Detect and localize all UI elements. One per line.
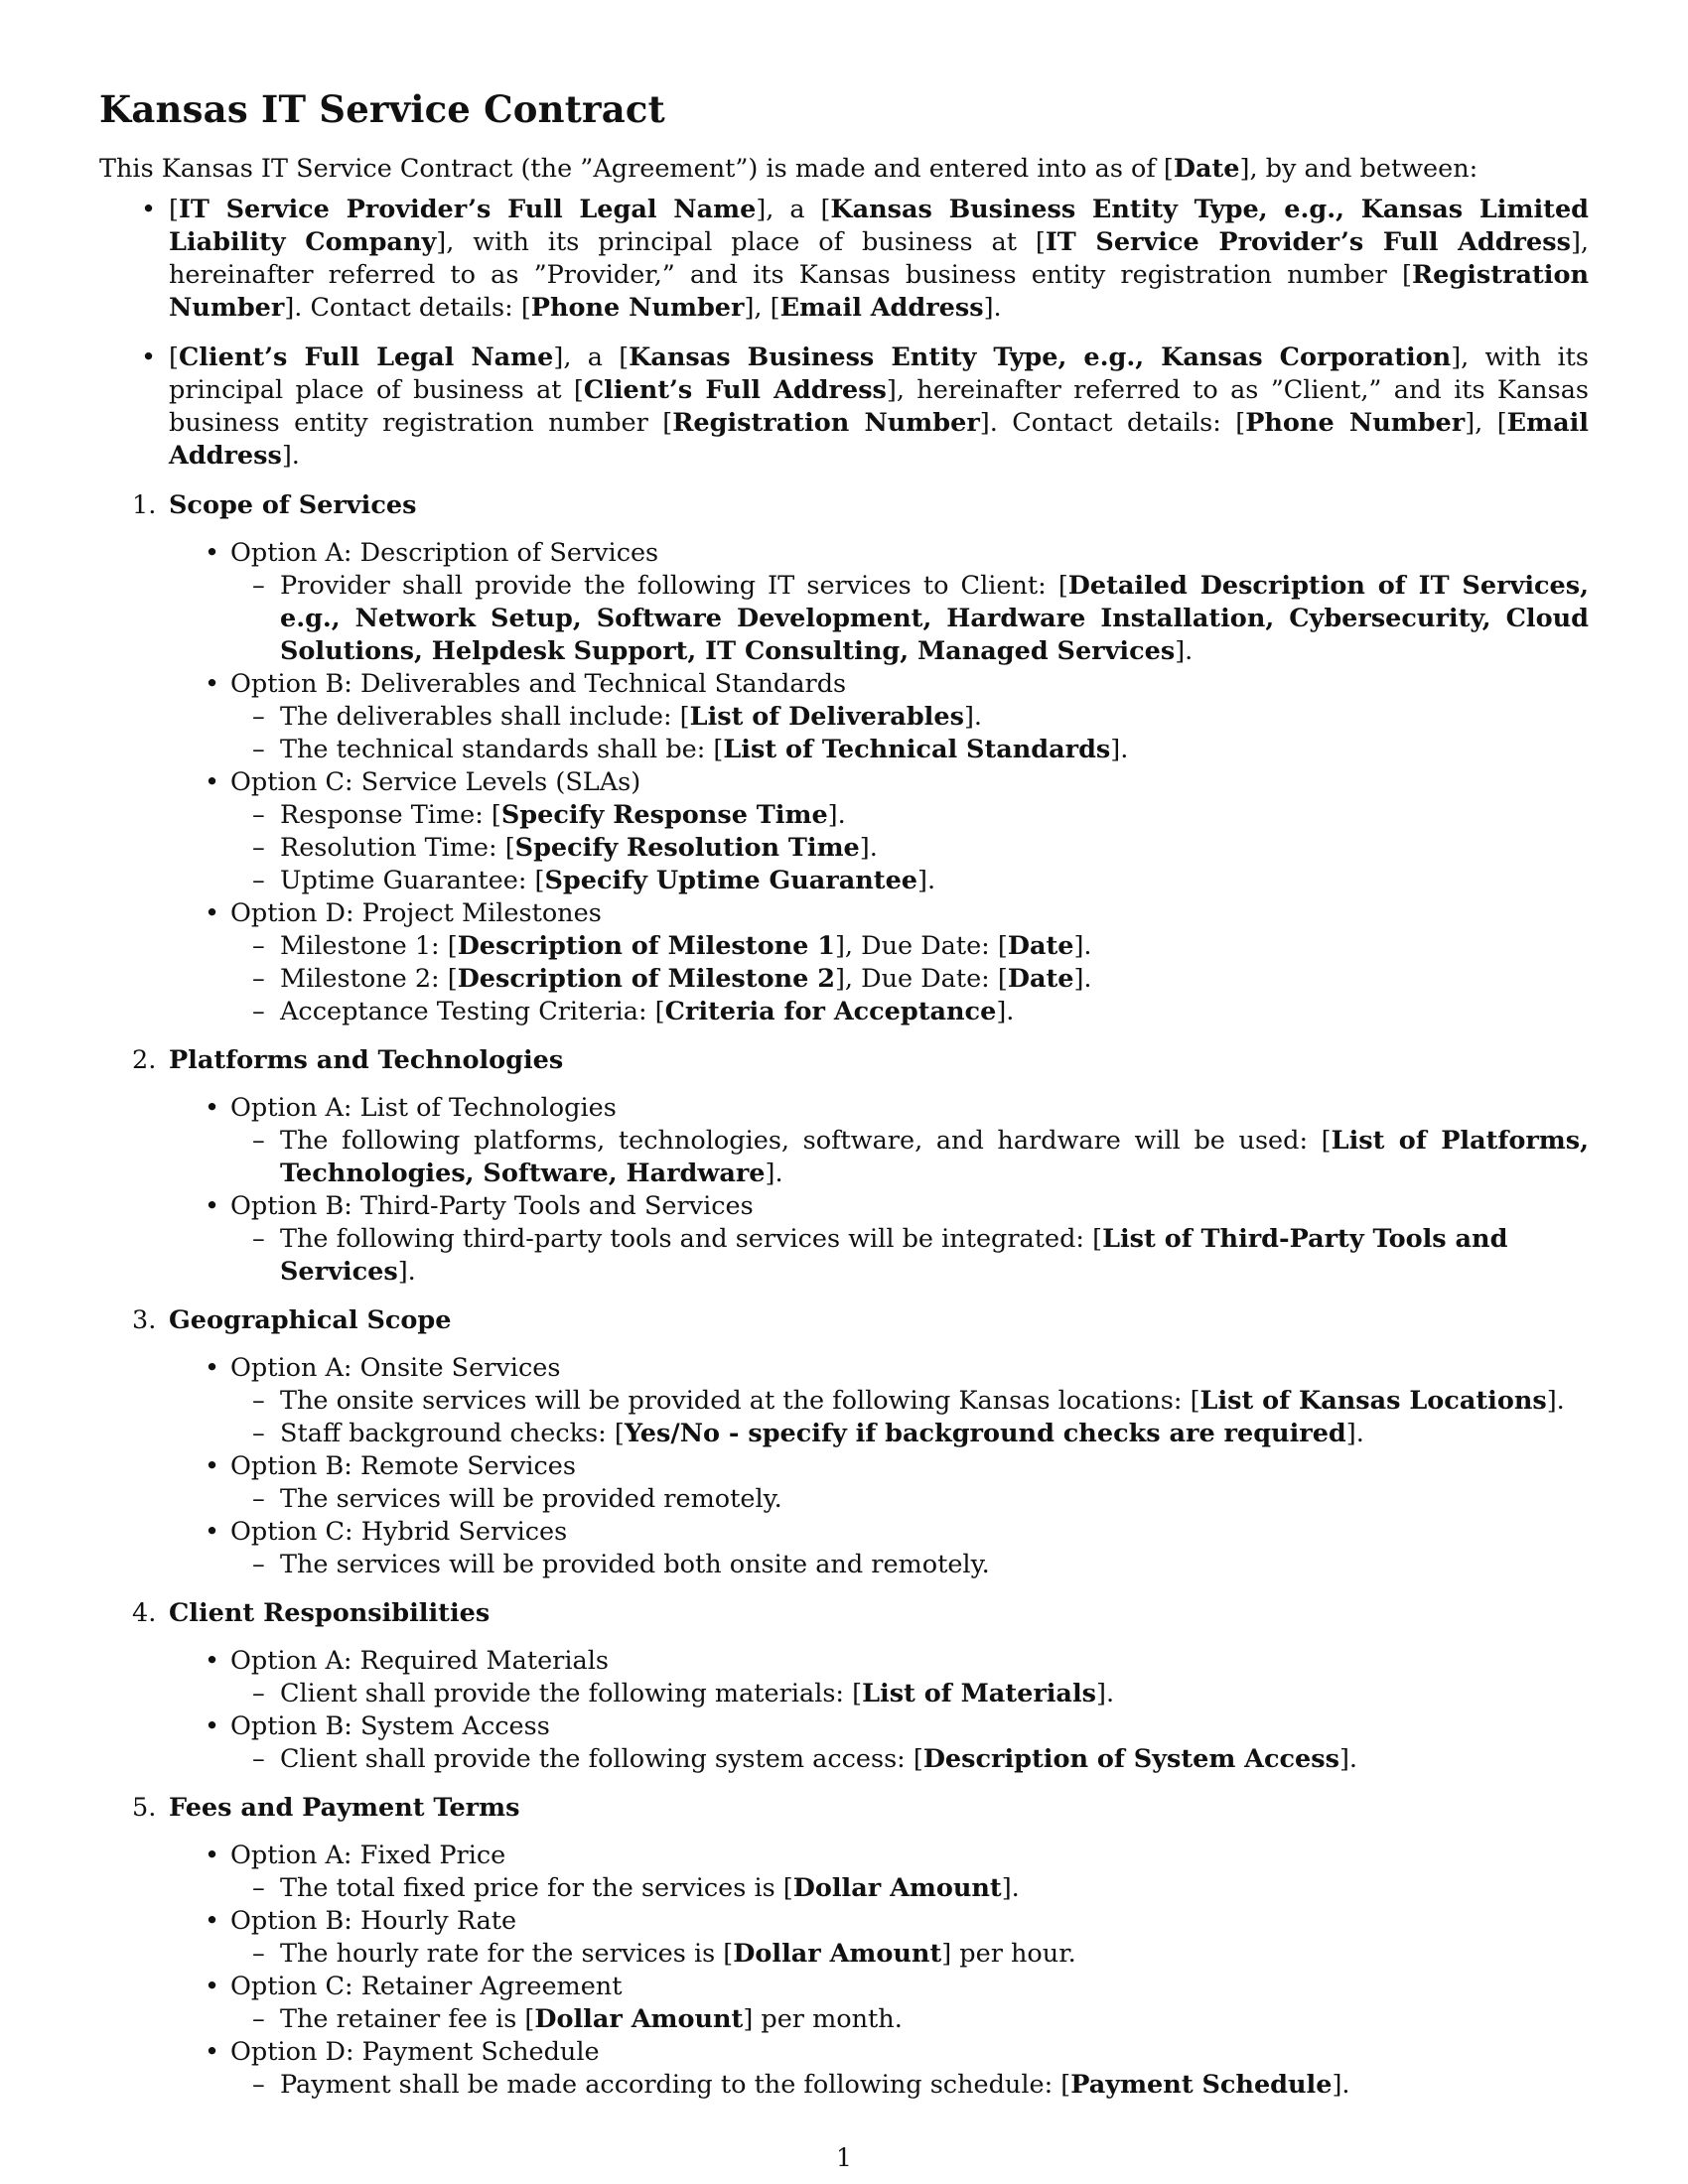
contract-sections [99, 489, 1589, 2102]
section-title: Fees and Payment Terms [169, 1793, 520, 1823]
sub-item: – Client shall provide the following system access: [Description of System Access]. [280, 1743, 1589, 1776]
sub-item: – Staff background checks: [Yes/No - specify if background checks are required]. [280, 1418, 1589, 1450]
section-title: Geographical Scope [169, 1305, 452, 1335]
options-list [169, 1092, 1589, 1289]
option-item: • Option D: Project Milestones – Milestone 1: [Description of Milestone 1], Due Date: [Date]. – Milestone 2: [Description of Milestone 2], Due Date: [Date]. – Acceptance Testing Criteria: [Criteria for Acceptance]. [230, 897, 1589, 1028]
sub-item: – Response Time: [Specify Response Time]. [280, 799, 1589, 832]
options-list [169, 1352, 1589, 1581]
sub-items [230, 1385, 1589, 1450]
sub-item: – The total fixed price for the services is [Dollar Amount]. [280, 1872, 1589, 1905]
client-party: • [Client’s Full Legal Name], a [Kansas Business Entity Type, e.g., Kansas Corporation], with its principal place of business at [Client’s Full Address], hereinafter referred to as ”Client,” and its Kansas business entity registration number [Registration Number]. Contact details: [Phone Number], [Email Address]. [169, 341, 1589, 473]
sub-items [230, 799, 1589, 897]
option-item: • Option A: Required Materials – Client shall provide the following materials: [List of Materials]. [230, 1645, 1589, 1710]
section-client-responsibilities [99, 1597, 1589, 1776]
provider-party: • [IT Service Provider’s Full Legal Name], a [Kansas Business Entity Type, e.g., Kansas Limited Liability Company], with its principal place of business at [IT Service Provider’s Full Address], hereinafter referred to as ”Provider,” and its Kansas business entity registration number [Registration Number]. Contact details: [Phone Number], [Email Address]. [169, 194, 1589, 325]
option-item: • Option C: Retainer Agreement – The retainer fee is [Dollar Amount] per month. [230, 1971, 1589, 2036]
sub-item: – The services will be provided remotely. [280, 1483, 1589, 1516]
section-scope-of-services [99, 489, 1589, 1028]
sub-item: – The following platforms, technologies, software, and hardware will be used: [List of Platforms, Technologies, Software, Hardware]. [280, 1125, 1589, 1190]
sub-items [230, 570, 1589, 668]
sub-item: – Provider shall provide the following IT services to Client: [Detailed Description of IT Services, e.g., Network Setup, Software Development, Hardware Installation, Cybersecurity, Cloud Solutions, Helpdesk Support, IT Consulting, Managed Services]. [280, 570, 1589, 668]
sub-items [230, 2069, 1589, 2102]
sub-item: – The technical standards shall be: [List of Technical Standards]. [280, 734, 1589, 766]
section-number: 2. [132, 1045, 157, 1075]
option-item: • Option B: Hourly Rate – The hourly rate for the services is [Dollar Amount] per hour. [230, 1905, 1589, 1971]
section-number: 3. [132, 1305, 157, 1335]
sub-item: – The retainer fee is [Dollar Amount] per month. [280, 2003, 1589, 2036]
sub-items [230, 1938, 1589, 1971]
option-item: • Option B: Deliverables and Technical Standards – The deliverables shall include: [List of Deliverables]. – The technical standards shall be: [List of Technical Standards]. [230, 668, 1589, 766]
section-title: Scope of Services [169, 490, 417, 520]
sub-item: – The following third-party tools and services will be integrated: [List of Third-Party Tools and Services]. [280, 1223, 1589, 1289]
options-list [169, 537, 1589, 1028]
sub-items [230, 1549, 1589, 1581]
sub-item: – Milestone 2: [Description of Milestone 2], Due Date: [Date]. [280, 963, 1589, 996]
sub-items [230, 1483, 1589, 1516]
option-item: • Option A: List of Technologies – The following platforms, technologies, software, and hardware will be used: [List of Platforms, Technologies, Software, Hardware]. [230, 1092, 1589, 1190]
option-item: • Option A: Fixed Price – The total fixed price for the services is [Dollar Amount]. [230, 1840, 1589, 1905]
sub-item: – The onsite services will be provided at the following Kansas locations: [List of Kansas Locations]. [280, 1385, 1589, 1418]
sub-item: – Client shall provide the following materials: [List of Materials]. [280, 1678, 1589, 1710]
sub-items [230, 701, 1589, 766]
sub-item: – Payment shall be made according to the following schedule: [Payment Schedule]. [280, 2069, 1589, 2102]
section-title: Platforms and Technologies [169, 1045, 564, 1075]
sub-items [230, 2003, 1589, 2036]
options-list [169, 1840, 1589, 2102]
options-list [169, 1645, 1589, 1776]
option-item: • Option B: Third-Party Tools and Services – The following third-party tools and services will be integrated: [List of Third-Party Tools and Services]. [230, 1190, 1589, 1289]
page-number: 1 [836, 2143, 852, 2172]
sub-items [230, 1223, 1589, 1289]
option-item: • Option A: Description of Services – Provider shall provide the following IT services to Client: [Detailed Description of IT Services, e.g., Network Setup, Software Development, Hardware Installation, Cybersecurity, Cloud Solutions, Helpdesk Support, IT Consulting, Managed Services]. [230, 537, 1589, 668]
sub-items [230, 1743, 1589, 1776]
sub-item: – The services will be provided both onsite and remotely. [280, 1549, 1589, 1581]
sub-items [230, 1125, 1589, 1190]
sub-items [230, 1872, 1589, 1905]
section-number: 5. [132, 1793, 157, 1823]
document-title: Kansas IT Service Contract [99, 87, 665, 131]
sub-item: – Acceptance Testing Criteria: [Criteria for Acceptance]. [280, 996, 1589, 1028]
sub-item: – Uptime Guarantee: [Specify Uptime Guarantee]. [280, 865, 1589, 897]
sub-item: – Milestone 1: [Description of Milestone 1], Due Date: [Date]. [280, 930, 1589, 963]
option-item: • Option D: Payment Schedule – Payment shall be made according to the following schedule: [Payment Schedule]. [230, 2036, 1589, 2102]
option-item: • Option B: Remote Services – The services will be provided remotely. [230, 1450, 1589, 1516]
option-item: • Option A: Onsite Services – The onsite services will be provided at the following Kansas locations: [List of Kansas Locations]. – Staff background checks: [Yes/No - specify if background checks are required]. [230, 1352, 1589, 1450]
sub-item: – Resolution Time: [Specify Resolution Time]. [280, 832, 1589, 865]
section-fees-and-payment-terms [99, 1792, 1589, 2102]
option-item: • Option C: Service Levels (SLAs) – Response Time: [Specify Response Time]. – Resolution Time: [Specify Resolution Time]. – Uptime Guarantee: [Specify Uptime Guarantee]. [230, 766, 1589, 897]
sub-items [230, 1678, 1589, 1710]
sub-items [230, 930, 1589, 1028]
option-item: • Option C: Hybrid Services – The services will be provided both onsite and remotely. [230, 1516, 1589, 1581]
document-page [99, 87, 1589, 2117]
section-platforms-and-technologies [99, 1044, 1589, 1289]
section-number: 4. [132, 1598, 157, 1628]
option-item: • Option B: System Access – Client shall provide the following system access: [Description of System Access]. [230, 1710, 1589, 1776]
intro-paragraph: This Kansas IT Service Contract (the ”Agreement”) is made and entered into as of [Date], by and between: [99, 154, 1478, 184]
sub-item: – The deliverables shall include: [List of Deliverables]. [280, 701, 1589, 734]
sub-item: – The hourly rate for the services is [Dollar Amount] per hour. [280, 1938, 1589, 1971]
parties-list [99, 194, 1589, 473]
date-placeholder: Date [1173, 154, 1240, 184]
section-geographical-scope [99, 1304, 1589, 1581]
section-title: Client Responsibilities [169, 1598, 491, 1628]
section-number: 1. [132, 490, 157, 520]
